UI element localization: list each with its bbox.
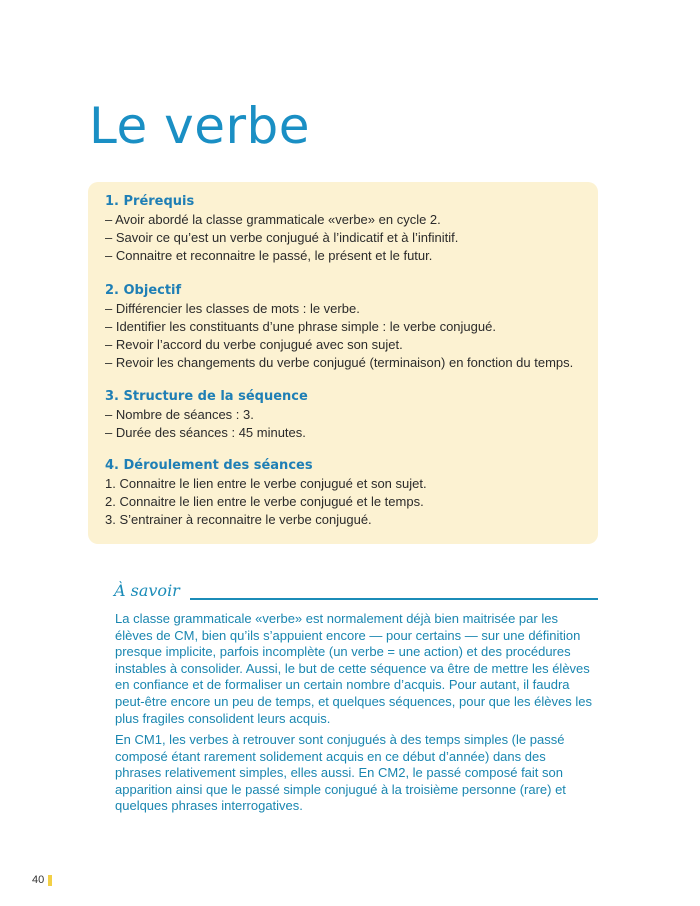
section-line: – Revoir l’accord du verbe conjugué avec son sujet. [105, 337, 403, 352]
section-line: – Savoir ce qu’est un verbe conjugué à l’indicatif et à l’infinitif. [105, 230, 459, 245]
section-objectif [105, 282, 573, 372]
section-heading: 2. Objectif [105, 283, 182, 298]
section-line: – Durée des séances : 45 minutes. [105, 425, 306, 440]
section-heading: 1. Prérequis [105, 194, 195, 209]
savoir-title: À savoir [114, 581, 180, 600]
savoir-paragraph: En CM1, les verbes à retrouver sont conjugués à des temps simples (le passé composé étant rarement solidement acquis en ce début d’année) dans des phrases relativement simples, elles aussi. En CM2, le passé composé fait son apparition ainsi que le passé simple conjugué à la troisième personne (rare) et quelques phrases interrogatives. [115, 732, 566, 814]
section-line: – Identifier les constituants d’une phrase simple : le verbe conjugué. [105, 319, 496, 334]
section-prerequis [105, 193, 458, 265]
section-line: – Revoir les changements du verbe conjugué (terminaison) en fonction du temps. [105, 355, 574, 370]
savoir-rule [190, 598, 598, 600]
sequence-info-box [88, 182, 598, 544]
section-structure [105, 388, 308, 442]
savoir-paragraph: La classe grammaticale «verbe» est normalement déjà bien maitrisée par les élèves de CM, bien qu’ils s’appuient encore — pour certains — sur une définition presque implicite, parfois incomplète (un verbe = une action) et des procédures instables à consolider. Aussi, le but de cette séquence va être de mettre les élèves en confiance et de formaliser un certain nombre d’acquis. Pour autant, il faudra peut-être encore un peu de temps, et quelques séquences, pour que les élèves les plus fragiles consolident leurs acquis. [115, 611, 592, 726]
section-line: – Avoir abordé la classe grammaticale «verbe» en cycle 2. [105, 212, 441, 227]
section-line: – Différencier les classes de mots : le verbe. [105, 301, 360, 316]
section-heading: 3. Structure de la séquence [105, 389, 308, 404]
section-line: 1. Connaitre le lien entre le verbe conjugué et son sujet. [105, 476, 427, 491]
section-heading: 4. Déroulement des séances [105, 458, 313, 473]
section-deroulement [105, 457, 427, 529]
page-number-marker [48, 875, 52, 886]
section-line: – Nombre de séances : 3. [105, 407, 254, 422]
section-line: 3. S’entrainer à reconnaitre le verbe conjugué. [105, 512, 372, 527]
page-number: 40 [32, 874, 45, 886]
page-title: Le verbe [89, 97, 311, 155]
section-line: – Connaitre et reconnaitre le passé, le présent et le futur. [105, 248, 433, 263]
section-line: 2. Connaitre le lien entre le verbe conjugué et le temps. [105, 494, 424, 509]
savoir-header [114, 580, 598, 602]
